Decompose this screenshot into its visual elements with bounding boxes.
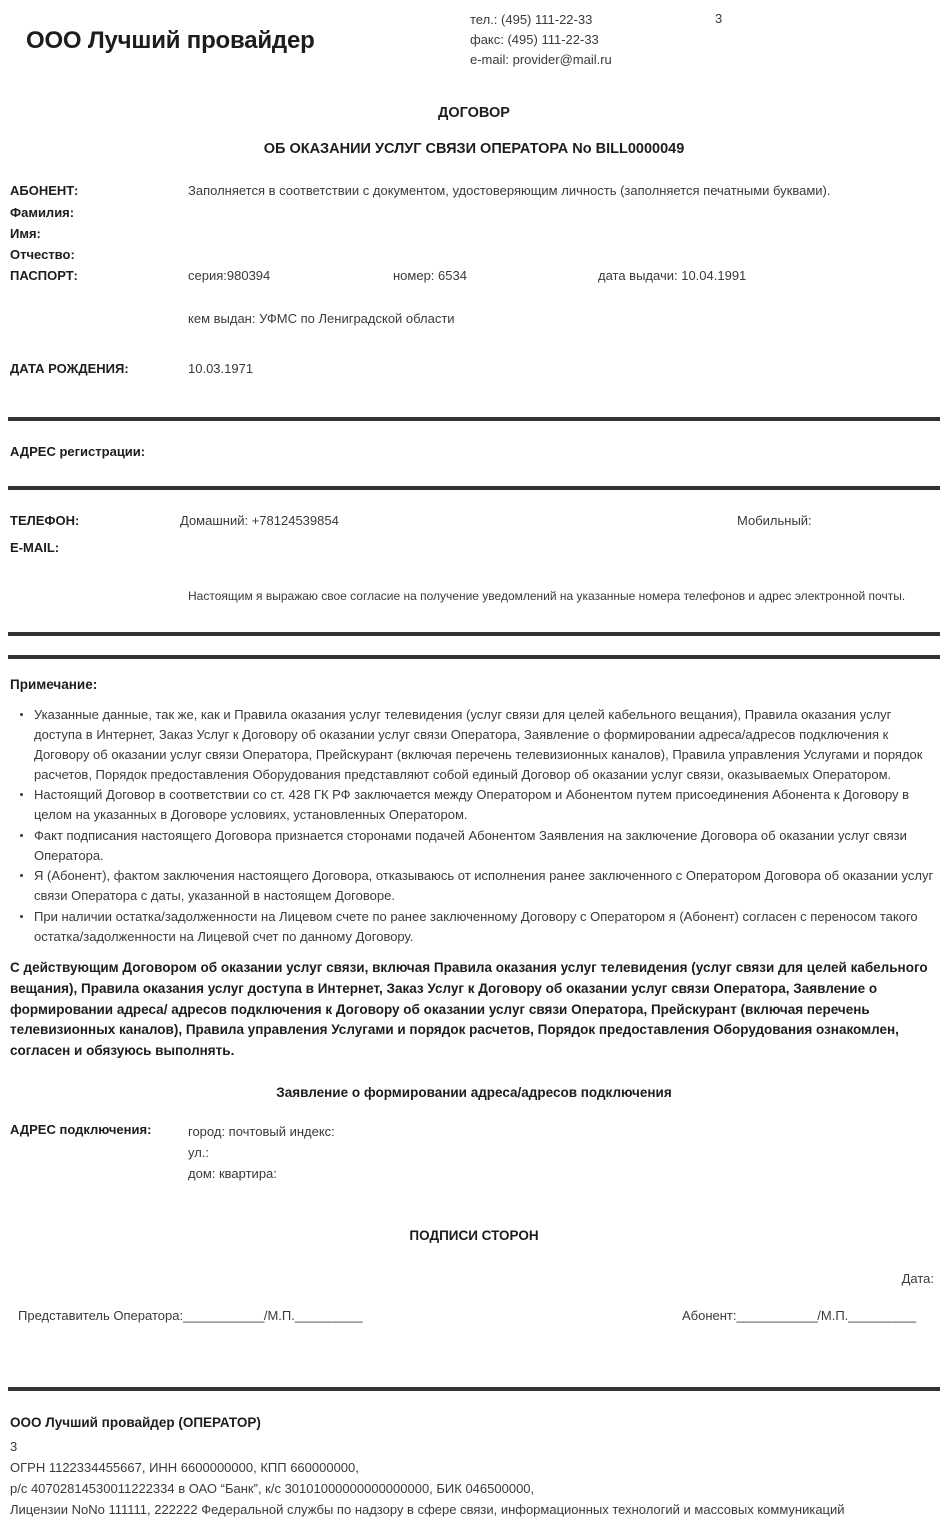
subscriber-signature-line[interactable]: ____________	[736, 1307, 818, 1323]
first-name-row	[10, 223, 938, 244]
contact-block	[470, 8, 948, 70]
registration-section	[10, 421, 938, 486]
passport-series[interactable]: серия:980394	[188, 268, 271, 284]
connection-address-lines	[188, 1121, 938, 1184]
passport-issuer-row	[10, 286, 938, 329]
connection-address-label: АДРЕС подключения:	[10, 1122, 152, 1138]
document-body	[0, 180, 948, 416]
connection-heading: Заявление о формировании адреса/адресов подключения	[276, 1085, 672, 1101]
subscriber-seal-line[interactable]: __________	[848, 1307, 916, 1323]
operator-signature-block[interactable]	[10, 1307, 682, 1326]
notes-title: Примечание:	[10, 676, 98, 692]
connection-address-row	[10, 1121, 938, 1184]
phone-line: тел.: (495) 111-22-33	[470, 12, 593, 27]
footer-section	[0, 1391, 948, 1534]
notes-section	[0, 659, 948, 1326]
date-label[interactable]: Дата:	[901, 1270, 934, 1286]
operator-signature-label: Представитель Оператора:	[18, 1307, 184, 1323]
note-item: При наличии остатка/задолженности на Лицевом счете по ранее заключенному Договору с Оператором я (Абонент) согласен с переносом такого остатка/задолженности на Лицевой счет по данному Договору.	[32, 907, 938, 947]
registration-row	[10, 443, 938, 462]
note-item: Настоящий Договор в соответствии со ст. 428 ГК РФ заключается между Оператором и Абонентом путем присоединения Абонента к Договору в целом на указанных в Договоре условиях, установленных Оператором.	[32, 785, 938, 825]
passport-row	[10, 265, 938, 286]
operator-signature-line[interactable]: ____________	[183, 1307, 264, 1323]
mobile-phone-field[interactable]: Мобильный:	[737, 512, 812, 528]
note-item: Я (Абонент), фактом заключения настоящего Договора, отказываюсь от исполнения ранее заключенного с Оператором Договора об оказании услуг связи Оператора с даты, указанной в настоящем Договоре.	[32, 866, 938, 906]
subscriber-signature-block[interactable]	[682, 1307, 938, 1326]
email-line: e-mail: provider@mail.ru	[470, 52, 612, 68]
birth-date-label: ДАТА РОЖДЕНИЯ:	[10, 360, 129, 376]
phone-label: ТЕЛЕФОН:	[10, 512, 80, 528]
middle-name-row	[10, 244, 938, 265]
signatures-title: ПОДПИСИ СТОРОН	[409, 1228, 539, 1244]
passport-number[interactable]: номер: 6534	[393, 268, 467, 284]
last-name-label: Фамилия:	[10, 204, 75, 220]
subscriber-section	[10, 180, 938, 378]
connection-city-field[interactable]: город: почтовый индекс:	[188, 1124, 335, 1140]
footer-bank: р/с 40702814530011222334 в ОАО “Банк”, к/с 30101000000000000000, БИК 046500000,	[10, 1481, 535, 1497]
note-item: Факт подписания настоящего Договора признается сторонами подачей Абонентом Заявления на заключение Договора об оказании услуг связи Оператора.	[32, 826, 938, 866]
subscriber-instruction: Заполняется в соответствии с документом, удостоверяющим личность (заполняется печатными буквами).	[188, 183, 831, 199]
page-number: 3	[715, 11, 723, 26]
company-name: ООО Лучший провайдер	[26, 27, 315, 54]
footer-address: 3	[10, 1438, 18, 1454]
letterhead	[0, 0, 948, 70]
fax-line: факс: (495) 111-22-33	[470, 32, 599, 48]
passport-issued-by[interactable]: кем выдан: УФМС по Лениградской области	[188, 311, 455, 327]
passport-label: ПАСПОРТ:	[10, 268, 78, 284]
notes-list	[10, 705, 938, 946]
consent-text: Настоящим я выражаю свое согласие на получение уведомлений на указанные номера телефонов и адрес электронной почты.	[188, 589, 906, 604]
signature-row	[10, 1307, 938, 1326]
contact-section	[10, 490, 938, 569]
home-phone-field[interactable]: Домашний: +78124539854	[180, 512, 339, 528]
document-subtitle: ОБ ОКАЗАНИИ УСЛУГ СВЯЗИ ОПЕРАТОРА No BILL0000049	[263, 141, 685, 158]
connection-house-field[interactable]: дом: квартира:	[188, 1166, 277, 1182]
operator-seal-label: /М.П.	[263, 1307, 295, 1323]
subscriber-seal-label: /М.П.	[817, 1307, 849, 1323]
footer-operator-name: ООО Лучший провайдер (ОПЕРАТОР)	[10, 1415, 261, 1431]
email-row	[10, 539, 938, 558]
phone-row	[10, 512, 938, 531]
email-label: E-MAIL:	[10, 540, 60, 556]
last-name-row	[10, 202, 938, 223]
passport-issue-date[interactable]: дата выдачи: 10.04.1991	[598, 268, 747, 284]
subscriber-signature-label: Абонент:	[682, 1307, 737, 1323]
first-name-label: Имя:	[10, 225, 41, 241]
connection-street-field[interactable]: ул.:	[188, 1145, 210, 1161]
document-title: ДОГОВОР	[438, 105, 510, 122]
footer-license: Лицензии NoNo 111111, 222222 Федеральной службы по надзору в сфере связи, информационных технологий и массовых коммуникаций	[10, 1502, 845, 1518]
subscriber-label: АБОНЕНТ:	[10, 183, 79, 199]
passport-values	[180, 265, 938, 286]
footer-registry: ОГРН 1122334455667, ИНН 6600000000, КПП 660000000,	[10, 1460, 359, 1476]
birth-date-row	[10, 358, 938, 379]
agreement-statement: С действующим Договором об оказании услуг связи, включая Правила оказания услуг телевидения (услуг связи для целей кабельного вещания), Правила оказания услуг доступа в Интернет, Заказ Услуг к Договору об оказании услуг связи Оператора, Заявление о формировании адреса/ адресов подключения к Договору об оказании услуг связи Оператора, Прейскурант (включая перечень телевизионных каналов), Правила управления Услугами и порядок расчетов, Порядок предоставления Оборудования ознакомлен, согласен и обязуюсь выполнять.	[10, 960, 928, 1058]
operator-seal-line[interactable]: __________	[294, 1307, 363, 1323]
middle-name-label: Отчество:	[10, 247, 75, 263]
note-item: Указанные данные, так же, как и Правила оказания услуг телевидения (услуг связи для целей кабельного вещания), Правила оказания услуг доступа в Интернет, Заказ Услуг к Договору об оказании услуг связи Оператора, Заявление о формировании адреса/адресов подключения к Договору об оказании услуг связи Оператора, Прейскурант (включая перечень телевизионных каналов), Правила управления Услугами и порядок расчетов, Порядок предоставления Оборудования представляют собой единый Договор об оказании услуг связи, оказываемых Оператором.	[32, 705, 938, 784]
subscriber-row	[10, 180, 938, 201]
registration-label: АДРЕС регистрации:	[10, 443, 146, 459]
birth-date-value[interactable]: 10.03.1971	[188, 360, 254, 376]
